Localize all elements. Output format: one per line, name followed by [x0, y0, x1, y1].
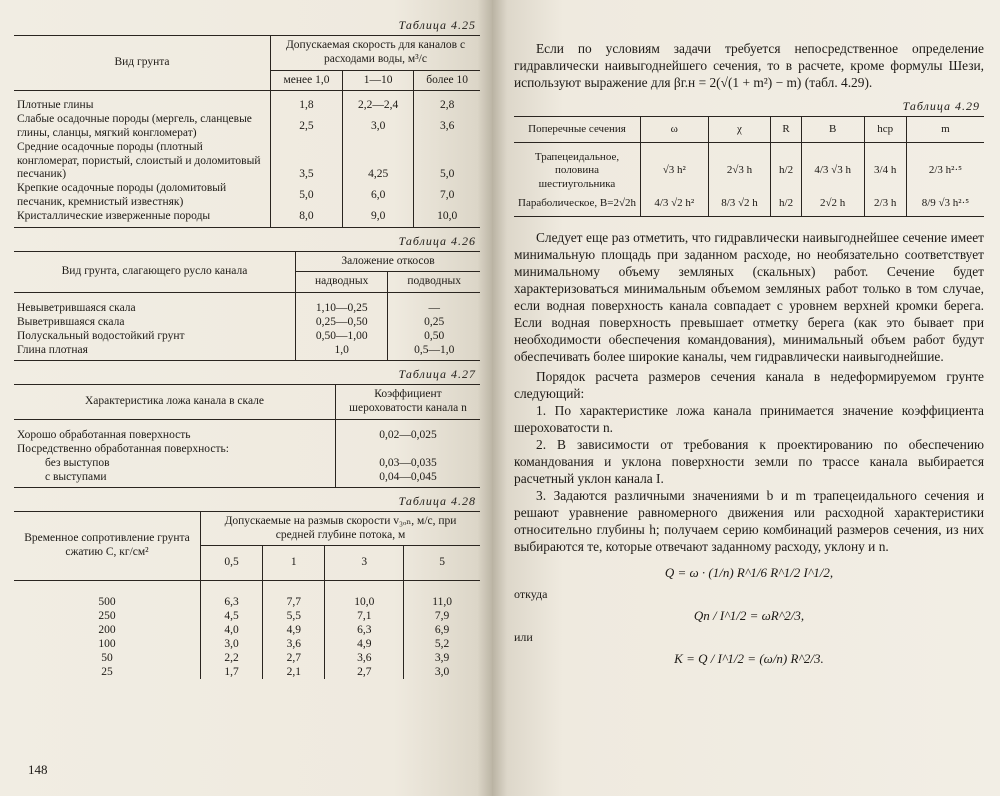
table-cell: 7,9 — [434, 610, 450, 623]
paragraph: Порядок расчета размеров сечения канала в недеформируемом грунте следующий: — [514, 368, 984, 401]
table-cell: 5,0 — [271, 182, 343, 210]
table-cell: 3,6 — [357, 652, 372, 665]
table-cell: 8/3 √2 h — [708, 191, 771, 217]
table-cell: 4,9 — [357, 638, 372, 651]
right-page — [492, 0, 1000, 796]
table-header: m — [906, 117, 984, 143]
table-4-26 — [14, 251, 480, 362]
table-cell-label: Средние осадочные породы (плотный конгломерат, пористый, слоистый и доломитовый песчаник) — [17, 140, 261, 181]
table-4-27 — [14, 384, 480, 488]
table-header: hср — [864, 117, 906, 143]
table-cell: 8/9 √3 h²·⁵ — [906, 191, 984, 217]
table-cell-label: 500 — [98, 596, 116, 609]
table-4-28 — [14, 511, 480, 679]
table-cell-label: Полускальный водостойкий грунт — [17, 330, 185, 343]
left-page — [0, 0, 492, 796]
table-cell: 5,5 — [286, 610, 301, 623]
table-cell: 6,3 — [357, 624, 372, 637]
table-header: ω — [641, 117, 709, 143]
table-cell: 3,5 — [271, 141, 343, 182]
table-4-27-caption: Таблица 4.27 — [398, 367, 476, 382]
table-cell: 2,8 — [414, 91, 480, 113]
list-item: 1. По характеристике ложа канала принимается значение коэффициента шероховатости n. — [514, 402, 984, 435]
table-cell: 3,9 — [434, 652, 450, 665]
table-subheader: 1 — [263, 546, 325, 581]
table-cell: 7,0 — [414, 182, 480, 210]
list-item: 3. Задаются различными значениями b и m трапецеидального сечения и решают уравнение равномерного движения или расходной характеристики относительно глубины h; получаем серию комбинаций размеров сечения, из них выбираются те, которые отвечают заданному расходу, уклону и n. — [514, 487, 984, 554]
table-cell: 1,10—0,25 — [315, 302, 368, 315]
table-cell: 2,5 — [271, 113, 343, 141]
table-header: Временное сопротивление грунта сжатию C, кг/см² — [14, 511, 201, 580]
formula: Qn / I^1/2 = ωR^2/3, — [693, 607, 805, 623]
table-cell: 2,2—2,4 — [342, 91, 413, 113]
table-cell: 0,03—0,035 — [379, 456, 437, 469]
table-cell: 0,5—1,0 — [414, 344, 455, 357]
table-group-header: Заложение откосов — [296, 251, 481, 272]
table-header: R — [771, 117, 801, 143]
paragraph: Следует еще раз отметить, что гидравлически наивыгоднейшее сечение имеет минимальную площадь при заданном расходе, но необязательно соответствует минимальному объему земляных (скальных) работ. Сечение будет характеризоваться минимальным объемом земляных работ только в том случае, если водная поверхность канала совпадает с уровнем верхней кромки берега. Если водная поверхность превышает отметку берега (как это бывает при необходимости обеспечения командования), минимальный объем работ будут обеспечивать более широкие каналы, чем гидравлически наивыгоднейшие. — [514, 229, 984, 364]
table-cell — [339, 442, 477, 456]
table-cell-label: Выветрившаяся скала — [17, 316, 125, 329]
table-cell: 0,25 — [424, 316, 445, 329]
table-cell: 4/3 √3 h — [801, 143, 864, 191]
table-cell: 5,2 — [434, 638, 450, 651]
connector-word: или — [514, 629, 533, 644]
table-cell: 4,9 — [286, 624, 301, 637]
table-body — [14, 581, 480, 680]
table-subheader: 3 — [325, 546, 404, 581]
table-cell: 2/3 h²·⁵ — [906, 143, 984, 191]
table-row — [14, 210, 480, 227]
table-cell: 1,0 — [334, 344, 349, 357]
table-cell-label: Хорошо обработанная поверхность — [17, 428, 191, 441]
table-header: Вид грунта — [14, 36, 271, 91]
table-row — [14, 113, 480, 141]
table-row — [14, 91, 480, 113]
table-cell-label: Параболическое, B=2√2h — [514, 191, 641, 217]
table-row — [514, 191, 984, 217]
table-cell: 4,5 — [224, 610, 239, 623]
table-header: B — [801, 117, 864, 143]
page-number: 148 — [28, 762, 48, 777]
table-cell-label: Трапецеидальное, половина шестиугольника — [534, 151, 620, 190]
table-4-28-caption: Таблица 4.28 — [398, 493, 476, 508]
table-cell: h/2 — [771, 191, 801, 217]
table-header: Вид грунта, слагающего русло канала — [14, 251, 296, 293]
table-row — [14, 182, 480, 210]
connector-word: откуда — [514, 586, 548, 601]
table-subheader: 5 — [404, 546, 480, 581]
table-cell-label: 100 — [98, 638, 116, 651]
table-cell: 8,0 — [271, 210, 343, 227]
formula: Q = ω · (1/n) R^1/6 R^1/2 I^1/2, — [664, 564, 834, 580]
table-cell: 2,7 — [357, 666, 372, 679]
table-cell: 11,0 — [432, 596, 452, 609]
table-4-29 — [514, 116, 984, 217]
table-cell: 2,1 — [286, 666, 301, 679]
table-cell: √3 h² — [641, 143, 709, 191]
table-cell: 3,6 — [286, 638, 301, 651]
table-cell-label: Посредственно обработанная поверхность: — [17, 442, 229, 455]
table-cell: 3,0 — [224, 638, 239, 651]
table-cell-label: Крепкие осадочные породы (доломитовый песчаник, кремнистый известняк) — [17, 182, 227, 208]
table-cell: 10,0 — [414, 210, 480, 227]
table-cell: 0,50—1,00 — [315, 330, 368, 343]
table-4-29-caption: Таблица 4.29 — [902, 99, 980, 113]
list-item: 2. В зависимости от требования к проектированию по обеспечению командования и уклона поверхности земли по трассе канала выбирается расчетный уклон канала I. — [514, 436, 984, 486]
table-cell: 3,0 — [434, 666, 450, 679]
formula: K = Q / I^1/2 = (ω/n) R^2/3. — [674, 650, 824, 666]
table-subheader: более 10 — [414, 70, 480, 91]
table-cell: 4,25 — [342, 141, 413, 182]
table-cell: 7,7 — [286, 596, 301, 609]
table-cell: 2,2 — [224, 652, 239, 665]
table-cell: 2√2 h — [801, 191, 864, 217]
table-cell: 5,0 — [414, 141, 480, 182]
table-cell: 2√3 h — [708, 143, 771, 191]
table-cell: h/2 — [771, 143, 801, 191]
table-row — [514, 143, 984, 191]
table-cell: 3,6 — [414, 113, 480, 141]
table-4-25 — [14, 35, 480, 228]
table-4-25-caption: Таблица 4.25 — [398, 18, 476, 32]
table-group-header: Допускаемые на размыв скорости v₃ₒₙ, м/с, при средней глубине потока, м — [201, 511, 481, 546]
table-cell-label: 200 — [98, 624, 116, 637]
table-cell: 0,04—0,045 — [379, 470, 437, 483]
table-cell: 0,50 — [424, 330, 445, 343]
table-cell-label: без выступов — [45, 456, 110, 469]
table-cell: 1,7 — [224, 666, 239, 679]
table-cell: 3,0 — [342, 113, 413, 141]
table-4-26-caption: Таблица 4.26 — [398, 233, 476, 248]
table-cell-label: Глина плотная — [17, 344, 88, 357]
table-cell: 6,0 — [342, 182, 413, 210]
table-cell: 4,0 — [224, 624, 239, 637]
table-body — [14, 419, 480, 487]
table-cell-label: 250 — [98, 610, 116, 623]
table-subheader: надводных — [296, 272, 388, 293]
table-subheader: 1—10 — [342, 70, 413, 91]
table-cell-label: Плотные глины — [17, 99, 94, 112]
table-cell-label: с выступами — [45, 470, 107, 483]
table-cell: 4/3 √2 h² — [641, 191, 709, 217]
table-group-header: Допускаемая скорость для каналов с расходами воды, м³/с — [271, 36, 481, 71]
table-cell: 0,02—0,025 — [379, 428, 437, 441]
table-cell: 6,3 — [224, 596, 239, 609]
table-header: Коэффициент шероховатости канала n — [336, 385, 481, 420]
table-header: Характеристика ложа канала в скале — [14, 385, 336, 420]
table-cell: 10,0 — [354, 596, 375, 609]
table-cell: 9,0 — [342, 210, 413, 227]
table-cell: 1,8 — [271, 91, 343, 113]
table-cell-label: 25 — [101, 666, 113, 679]
table-cell-label: Невыветрившаяся скала — [17, 302, 136, 315]
table-header: χ — [708, 117, 771, 143]
table-body — [14, 293, 480, 361]
table-cell: — — [428, 302, 440, 315]
table-cell: 2,7 — [286, 652, 301, 665]
table-cell: 2/3 h — [864, 191, 906, 217]
table-cell-label: Кристаллические изверженные породы — [14, 210, 271, 227]
table-cell: 0,25—0,50 — [315, 316, 368, 329]
intro-paragraph: Если по условиям задачи требуется непосредственное определение гидравлически наивыгоднейшего сечения, то в расчете, кроме формулы Шези, используют выражение для βг.н = 2(√(1 + m²) − m) (табл. 4.29). — [514, 41, 984, 90]
table-subheader: менее 1,0 — [271, 70, 343, 91]
table-cell-label: 50 — [101, 652, 113, 665]
table-cell: 7,1 — [357, 610, 372, 623]
table-header: Поперечные сечения — [514, 117, 641, 143]
table-subheader: подводных — [388, 272, 480, 293]
table-cell: 3/4 h — [864, 143, 906, 191]
table-cell: 6,9 — [434, 624, 450, 637]
table-row — [14, 141, 480, 182]
table-cell-label: Слабые осадочные породы (мергель, сланцевые глины, сланцы, мягкий конгломерат) — [17, 113, 252, 139]
table-subheader: 0,5 — [201, 546, 263, 581]
